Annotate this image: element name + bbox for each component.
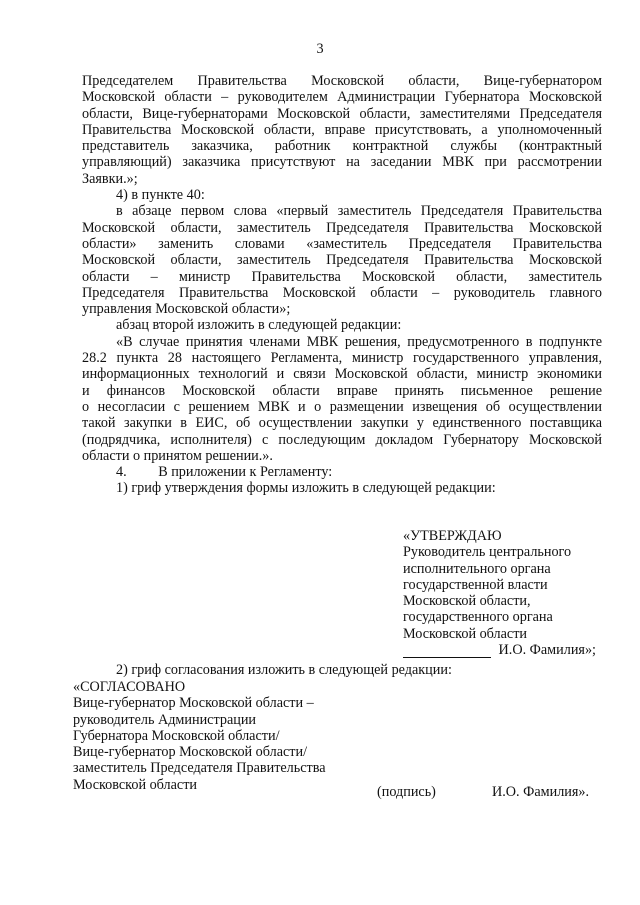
text-line: Московской области, заместитель Председателя Правительства Московской <box>82 219 602 236</box>
consent-line: Московской области <box>73 776 198 793</box>
text-line: такой закупки в ЕИС, об осуществлении закупки у единственного поставщика <box>82 415 602 432</box>
approval-name: И.О. Фамилия»; <box>498 642 596 659</box>
text-line: управления Московской области»; <box>82 301 291 318</box>
consent-line: руководитель Администрации <box>73 711 257 728</box>
approval-line: государственного органа <box>403 609 553 626</box>
consent-line: «СОГЛАСОВАНО <box>73 679 186 695</box>
consent-line: Вице-губернатор Московской области – <box>73 695 314 712</box>
text-line: Председателя Правительства Московской области – руководитель главного <box>82 284 602 301</box>
approval-line: исполнительного органа <box>403 560 551 577</box>
text-line: Председателем Правительства Московской области, Вице-губернатором <box>82 73 602 89</box>
consent-line: Губернатора Московской области/ <box>73 727 280 744</box>
approval-block <box>403 528 596 658</box>
consent-line: заместитель Председателя Правительства <box>73 760 326 777</box>
document-body <box>82 73 602 497</box>
text-line: области – министр Правительства Московской области, заместитель <box>82 268 602 285</box>
page-number: 3 <box>316 41 324 57</box>
text-line: области, Вице-губернаторами Московской области, заместителями Председателя <box>82 105 602 122</box>
approval-signature-line <box>403 642 596 658</box>
section-4-text: В приложении к Регламенту: <box>158 464 333 481</box>
text-line: Заявки.»; <box>82 170 138 187</box>
paragraph-1 <box>82 73 602 187</box>
text-line: Московской области – руководителем Администрации Губернатора Московской <box>82 89 602 106</box>
consent-block <box>73 679 326 793</box>
subitem-2: 2) гриф согласования изложить в следующей редакции: <box>116 662 452 678</box>
text-line: области о принятом решении.». <box>82 447 273 464</box>
text-line: и финансов Московской области вправе принять письменное решение <box>82 382 602 399</box>
approval-line: «УТВЕРЖДАЮ <box>403 528 502 544</box>
text-line: «В случае принятия членами МВК решения, предусмотренного в подпункте <box>116 333 602 350</box>
section-4 <box>82 464 602 480</box>
approval-line: Руководитель центрального <box>403 544 572 561</box>
abzac-2: абзац второй изложить в следующей редакции: <box>116 317 402 334</box>
text-line: (подрядчика, исполнителя) с последующим докладом Губернатору Московской <box>82 431 602 448</box>
approval-line: государственной власти <box>403 576 548 593</box>
text-line: в абзаце первом слова «первый заместитель Председателя Правительства <box>116 203 602 220</box>
subitem-1: 1) гриф утверждения формы изложить в следующей редакции: <box>116 480 496 497</box>
paragraph-3 <box>82 334 602 464</box>
paragraph-2 <box>82 203 602 317</box>
signature-label: (подпись) <box>377 784 436 800</box>
text-line: 28.2 пункта 28 настоящего Регламента, министр государственного управления, <box>82 350 602 367</box>
consent-line: Вице-губернатор Московской области/ <box>73 744 308 761</box>
approval-line: Московской области <box>403 625 528 642</box>
text-line: о несогласии с решением МВК и о размещении извещения об осуществлении <box>82 398 602 415</box>
text-line: представитель заказчика, работник контрактной службы (контрактный <box>82 138 602 155</box>
text-line: Правительства Московской области, вправе присутствовать, а уполномоченный <box>82 121 602 138</box>
text-line: информационных технологий и связи Московской области, министр экономики <box>82 366 602 383</box>
text-line: Московской области, заместитель Председателя Правительства Московской <box>82 252 602 269</box>
text-line: области» заменить словами «заместитель Председателя Правительства <box>82 235 602 252</box>
section-4-number: 4. <box>116 464 127 481</box>
text-line: управляющий) заказчика присутствуют на заседании МВК при рассмотрении <box>82 154 602 171</box>
signature-name: И.О. Фамилия». <box>492 784 590 800</box>
approval-line: Московской области, <box>403 593 531 610</box>
item-4: 4) в пункте 40: <box>116 187 205 204</box>
